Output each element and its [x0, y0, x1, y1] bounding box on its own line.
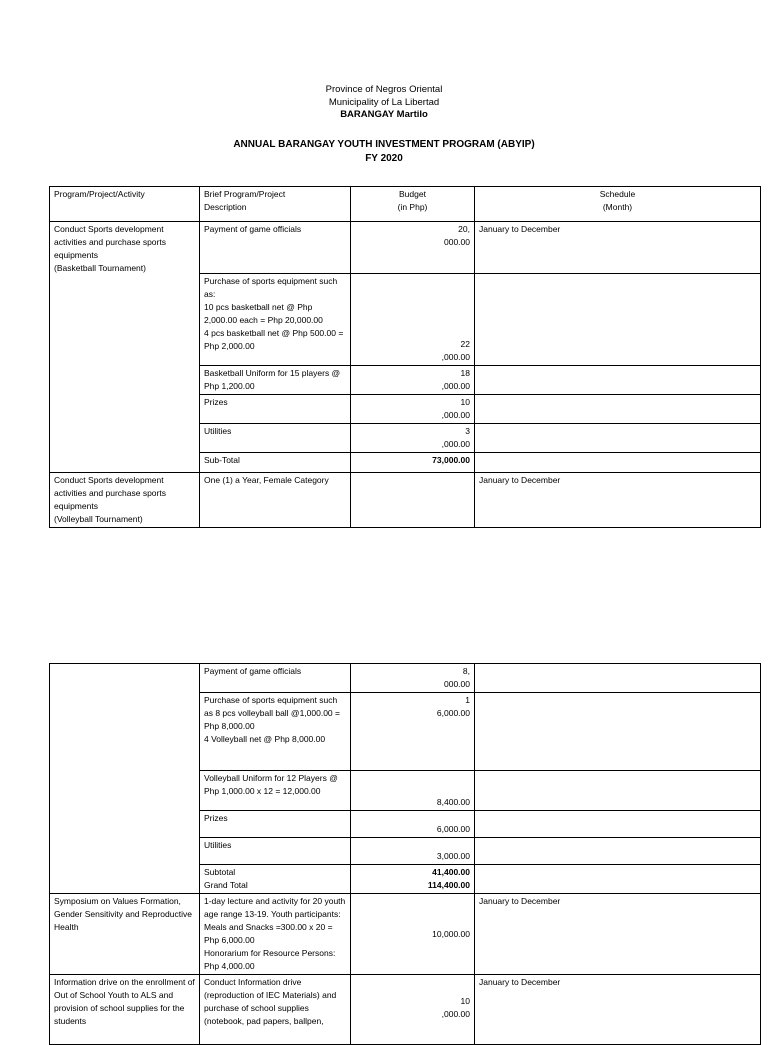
header-schedule: Schedule (Month)	[475, 187, 761, 222]
program-cell: Information drive on the enrollment of Out of School Youth to ALS and provision of school supplies for the students	[50, 975, 200, 1045]
schedule-cell: January to December	[475, 222, 761, 274]
header-program: Program/Project/Activity	[50, 187, 200, 222]
totals-label-cell	[200, 865, 351, 894]
budget-cell: 10,000.00	[351, 894, 475, 975]
program-cell: Symposium on Values Formation, Gender Sensitivity and Reproductive Health	[50, 894, 200, 975]
schedule-cell	[475, 664, 761, 693]
document-header	[0, 84, 768, 122]
grand-total-label: Grand Total	[204, 880, 248, 890]
description-cell: Basketball Uniform for 15 players @ Php 1,200.00	[200, 366, 351, 395]
program-cell: Conduct Sports development activities and purchase sports equipments (Volleyball Tournament)	[50, 473, 200, 528]
budget-cell: 8,400.00	[351, 771, 475, 811]
description-cell: One (1) a Year, Female Category	[200, 473, 351, 528]
schedule-cell	[475, 838, 761, 865]
description-cell: Payment of game officials	[200, 664, 351, 693]
description-cell: Payment of game officials	[200, 222, 351, 274]
schedule-cell	[475, 366, 761, 395]
schedule-cell	[475, 811, 761, 838]
description-cell: Utilities	[200, 838, 351, 865]
totals-value-cell	[351, 865, 475, 894]
description-cell: 1-day lecture and activity for 20 youth age range 13-19. Youth participants: Meals and Snacks =300.00 x 20 = Php 6,000.00 Honorarium for Resource Persons: Php 4,000.00	[200, 894, 351, 975]
schedule-cell	[475, 865, 761, 894]
budget-cell: 22 ,000.00	[351, 274, 475, 366]
table-row	[50, 473, 761, 528]
description-cell: Utilities	[200, 424, 351, 453]
subtotal-label: Sub-Total	[200, 453, 351, 473]
subtotal-value: 41,400.00	[432, 867, 470, 877]
program-cell	[50, 664, 200, 894]
subtotal-label: Subtotal	[204, 867, 236, 877]
description-cell: Conduct Information drive (reproduction of IEC Materials) and purchase of school supplies (notebook, pad papers, ballpen,	[200, 975, 351, 1045]
schedule-cell: January to December	[475, 894, 761, 975]
description-cell: Volleyball Uniform for 12 Players @ Php 1,000.00 x 12 = 12,000.00	[200, 771, 351, 811]
description-cell: Prizes	[200, 811, 351, 838]
budget-cell: 1 6,000.00	[351, 693, 475, 771]
title-fiscal-year: FY 2020	[365, 153, 403, 164]
document-title	[0, 138, 768, 166]
description-cell: Prizes	[200, 395, 351, 424]
schedule-cell	[475, 424, 761, 453]
schedule-cell	[475, 693, 761, 771]
budget-cell: 20, 000.00	[351, 222, 475, 274]
table-header-row	[50, 187, 761, 222]
budget-cell: 3 ,000.00	[351, 424, 475, 453]
description-cell: Purchase of sports equipment such as 8 pcs volleyball ball @1,000.00 = Php 8,000.00 4 Volleyball net @ Php 8,000.00	[200, 693, 351, 771]
table-row	[50, 222, 761, 274]
schedule-cell: January to December	[475, 473, 761, 528]
schedule-cell	[475, 274, 761, 366]
description-cell: Purchase of sports equipment such as: 10 pcs basketball net @ Php 2,000.00 each = Php 20,000.00 4 pcs basketball net @ Php 500.00 = Php 2,000.00	[200, 274, 351, 366]
abyip-table-part1	[49, 186, 761, 528]
header-province: Province of Negros Oriental	[325, 84, 443, 95]
budget-cell: 10 ,000.00	[351, 395, 475, 424]
budget-cell: 3,000.00	[351, 838, 475, 865]
budget-cell: 8, 000.00	[351, 664, 475, 693]
subtotal-value: 73,000.00	[351, 453, 475, 473]
header-municipality: Municipality of La Libertad	[328, 96, 440, 108]
program-cell: Conduct Sports development activities and purchase sports equipments (Basketball Tournament)	[50, 222, 200, 473]
header-barangay: BARANGAY Martilo	[340, 109, 428, 120]
schedule-cell: January to December	[475, 975, 761, 1045]
header-budget: Budget (in Php)	[351, 187, 475, 222]
table-row	[50, 894, 761, 975]
table-row	[50, 975, 761, 1045]
schedule-cell	[475, 453, 761, 473]
title-main: ANNUAL BARANGAY YOUTH INVESTMENT PROGRAM (ABYIP)	[233, 139, 535, 150]
budget-cell: 6,000.00	[351, 811, 475, 838]
schedule-cell	[475, 771, 761, 811]
budget-cell: 10 ,000.00	[351, 975, 475, 1045]
grand-total-value: 114,400.00	[427, 880, 470, 890]
abyip-table-part2	[49, 663, 761, 1045]
schedule-cell	[475, 395, 761, 424]
budget-cell	[351, 473, 475, 528]
header-description: Brief Program/Project Description	[200, 187, 351, 222]
budget-cell: 18 ,000.00	[351, 366, 475, 395]
table-row	[50, 664, 761, 693]
